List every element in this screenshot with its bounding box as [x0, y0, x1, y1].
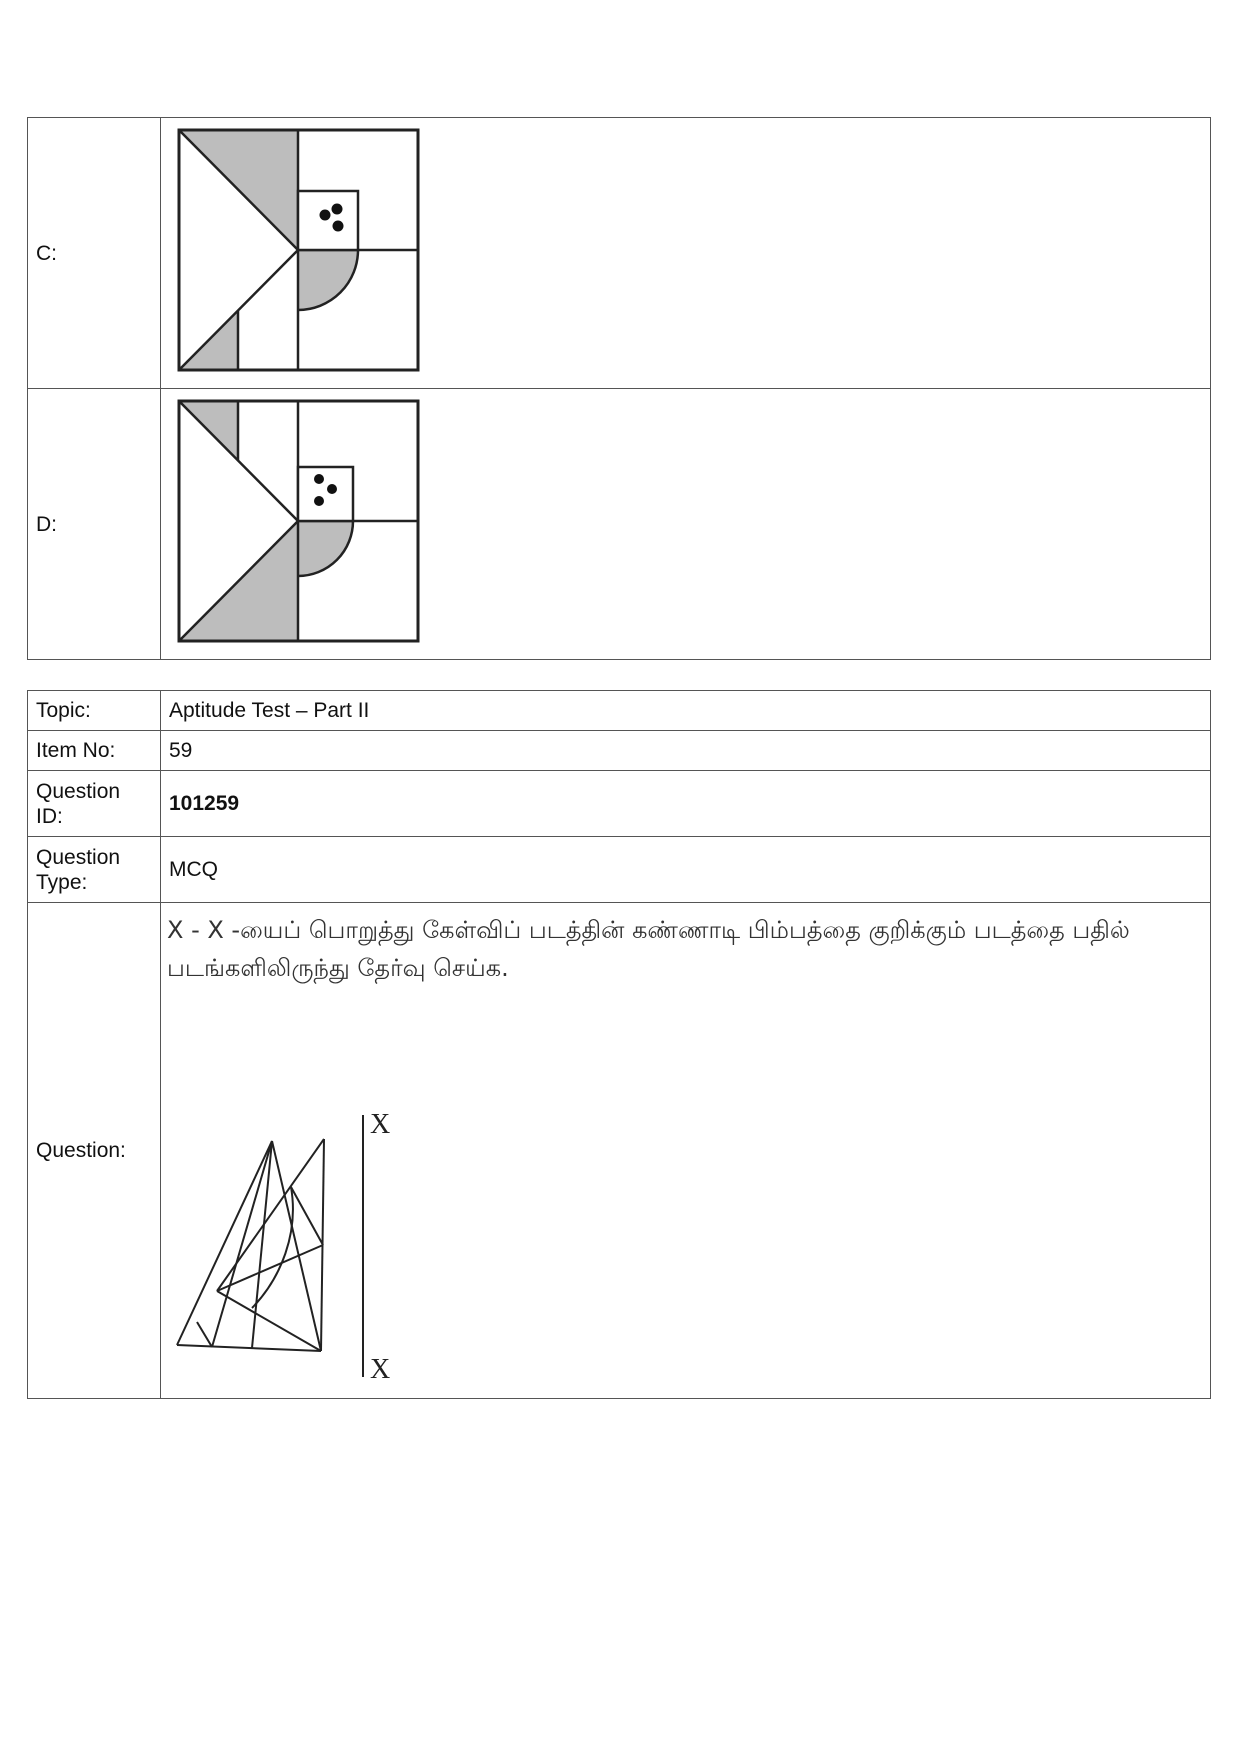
question-id-value: 101259 — [161, 771, 1211, 837]
question-cell — [161, 903, 1211, 1399]
item-no-value: 59 — [161, 731, 1211, 771]
question-row — [28, 903, 1211, 1399]
option-c-cell — [161, 118, 1211, 389]
question-figure[interactable] — [173, 1083, 433, 1383]
axis-bottom-label: X — [370, 1354, 391, 1383]
question-meta-table — [27, 690, 1211, 1399]
question-type-label: Question Type: — [28, 837, 161, 903]
topic-label: Topic: — [28, 691, 161, 731]
question-id-label: Question ID: — [28, 771, 161, 837]
question-type-row — [28, 837, 1211, 903]
question-id-row — [28, 771, 1211, 837]
question-label: Question: — [28, 903, 161, 1399]
axis-top-label: X — [370, 1109, 391, 1140]
question-type-value: MCQ — [161, 837, 1211, 903]
option-c-row — [28, 118, 1211, 389]
item-no-label: Item No: — [28, 731, 161, 771]
topic-value: Aptitude Test – Part II — [161, 691, 1211, 731]
option-c-label: C: — [28, 118, 161, 389]
item-no-row — [28, 731, 1211, 771]
option-d-row — [28, 389, 1211, 660]
question-text: X - X -யைப் பொறுத்து கேள்விப் படத்தின் கண்ணாடி பிம்பத்தை குறிக்கும் படத்தை பதில் படங்களிலிருந்து தேர்வு செய்க. — [167, 916, 1130, 982]
option-d-figure[interactable] — [175, 397, 423, 645]
dice-box — [298, 467, 353, 521]
option-c-figure[interactable] — [175, 126, 423, 374]
topic-row — [28, 691, 1211, 731]
option-d-cell — [161, 389, 1211, 660]
options-table — [27, 117, 1211, 660]
dice-box — [298, 191, 358, 250]
option-d-label: D: — [28, 389, 161, 660]
